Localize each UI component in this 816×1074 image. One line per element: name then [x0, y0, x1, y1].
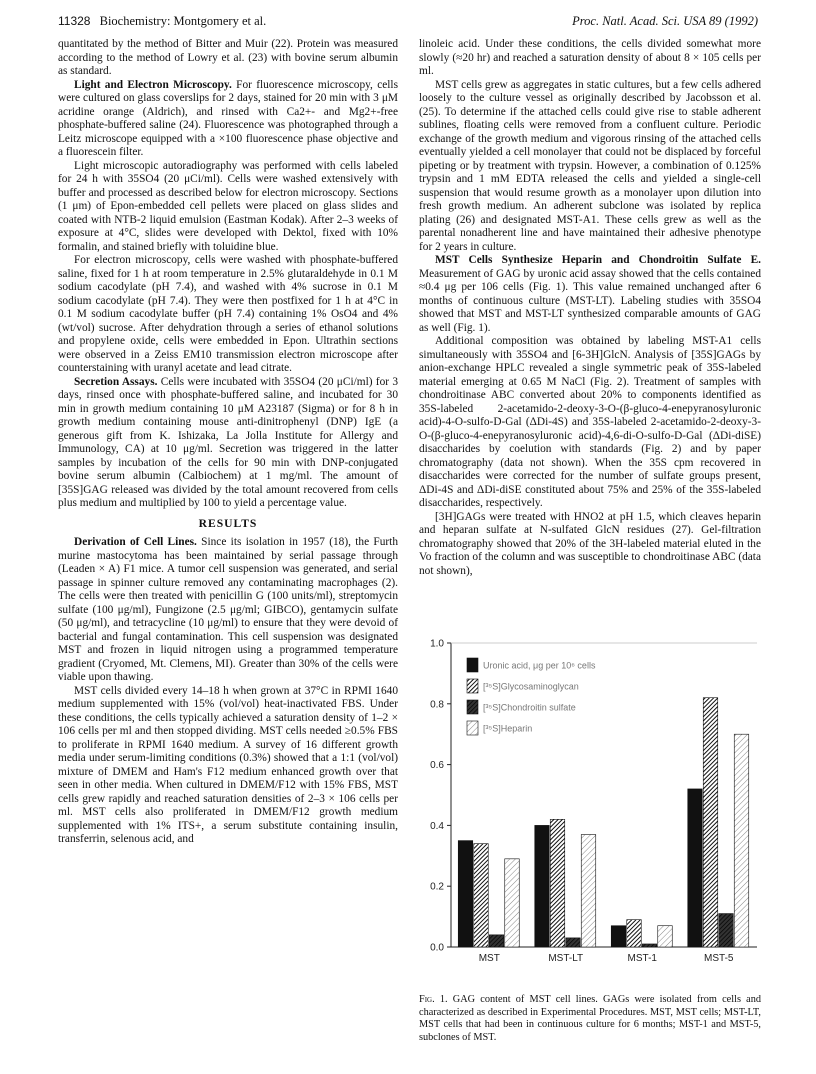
paragraph: [3H]GAGs were treated with HNO2 at pH 1.5, which cleaves heparin and heparan sulfate at N-sulfated GlcN residues (27). Gel-filtration chromatography showed that 20% of the 3H-labeled material eluted in the Vo fraction of the column and was susceptible to chondroitinase ABC (data not shown),	[419, 510, 761, 577]
paragraph-text: Cells were incubated with 35SO4 (20 μCi/ml) for 3 days, rinsed once with phosphate-buffered saline, and incubated for 30 min in growth medium containing 10 μM A23187 (Sigma) or for 8 h in growth medium containing mouse anti-dinitrophenyl (DNP) IgE (a generous gift from K. Ishizaka, La Jolla Institute for Allergy and Immunology, CA) at 10 μg/ml. Secretion was triggered in the latter samples by incubation of the cells for 90 min with DNP-conjugated bovine serum albumin (Calbiochem) at 1 mg/ml. The amount of [35S]GAG released was divided by the total amount recovered from cells plus medium and multiplied by 100 to yield a percentage value.	[58, 375, 399, 509]
y-tick-label: 0.8	[430, 699, 444, 711]
legend-swatch	[467, 721, 478, 735]
y-tick-label: 0.6	[430, 760, 444, 772]
running-title-right: Proc. Natl. Acad. Sci. USA 89 (1992)	[572, 14, 758, 28]
legend-label: [³⁵S]Chondroitin sulfate	[483, 702, 576, 713]
paragraph	[58, 536, 398, 685]
bar	[458, 841, 473, 947]
paragraph	[419, 254, 761, 335]
bar	[550, 819, 565, 947]
bar	[703, 698, 718, 947]
right-column	[419, 38, 761, 578]
caption-text: GAG content of MST cell lines. GAGs were isolated from cells and characterized as described in Experimental Procedures. MST, MST cells; MST-LT, MST cells that had been in continuous culture for 6 months; MST-1 and MST-5, subclones of MST.	[419, 994, 762, 1043]
bar	[642, 944, 657, 947]
chart-bars	[458, 698, 749, 947]
paragraph	[58, 79, 398, 160]
chart-legend	[467, 658, 596, 735]
legend-swatch	[467, 679, 478, 693]
legend-swatch	[467, 700, 478, 714]
bar	[688, 789, 703, 947]
bar	[474, 844, 489, 947]
paragraph: Additional composition was obtained by labeling MST-A1 cells simultaneously with 35SO4 and [6-3H]GlcN. Analysis of [35S]GAGs by anion-exchange HPLC revealed a single symmetric peak of 35S-labeled material emerging at 0.65 M NaCl (Fig. 2). Treatment of samples with chondroitinase ABC converted about 20% to components identified as 35S-labeled 2-acetamido-2-deoxy-3-O-(β-gluco-4-enepyranosyluronic acid)-4-O-sulfo-D-Gal (ΔDi-4S) and 35S-labeled 2-acetamido-2-deoxy-3-O-(β-gluco-4-enepyranosyluronic acid)-4,6-di-O-sulfo-D-Gal (ΔDi-diSE) disaccharides by coelution with standards (Fig. 2) and by paper chromatography (data not shown). When the 35S cpm recovered in disaccharides were corrected for the number of sulfate groups present, ΔDi-4S and ΔDi-diSE constituted about 75% and 25% of the 35S-labeled disaccharides, respectively.	[419, 335, 761, 509]
left-column	[58, 38, 398, 847]
paragraph: MST cells divided every 14–18 h when grown at 37°C in RPMI 1640 medium supplemented with 15% (vol/vol) heat-inactivated FBS. Under these conditions, the cells typically achieved a saturation density of 1–2 × 106 cells per ml and then stopped dividing. MST cells needed ≥0.5% FBS to proliferate in RPMI 1640 medium. A survey of 16 different growth media under serum-limiting conditions (0.3%) showed that a 1:1 (vol/vol) mixture of DMEM and Ham's F12 medium enhanced growth over that seen in other media. When cultured in DMEM/F12 with 15% FBS, MST cells grew rapidly and reached saturation densities of 2–3 × 106 cells per ml. MST cells also proliferated in DMEM/F12 growth medium supplemented with 1% ITS+, a serum substitute containing insulin, transferrin, selenous acid, and	[58, 684, 398, 845]
paragraph: linoleic acid. Under these conditions, the cells divided somewhat more slowly (≈20 hr) and reached a saturation density of about 8 × 105 cells per ml.	[419, 38, 761, 77]
run-in-heading: Derivation of Cell Lines.	[74, 536, 197, 548]
figure-1	[419, 610, 764, 990]
paragraph: Light microscopic autoradiography was performed with cells labeled for 24 h with 35SO4 (20 μCi/ml). Cells were washed extensively with buffer and processed as described below for electron microscopy. Sections (1 μm) of Epon-embedded cell pellets were placed on glass slides and coated with NTB-2 liquid emulsion (Eastman Kodak). After 2–3 weeks of exposure at 4°C, slides were developed with Dektol, fixed with 10% formalin, and stained briefly with toluidine blue.	[58, 159, 398, 253]
run-in-heading: MST Cells Synthesize Heparin and Chondroitin Sulfate E.	[435, 254, 761, 266]
bar	[658, 926, 673, 947]
y-tick-label: 0.2	[430, 881, 444, 893]
y-tick-label: 1.0	[430, 638, 444, 650]
bar	[627, 920, 642, 947]
x-tick-label: MST-LT	[548, 953, 584, 964]
bar	[489, 935, 504, 947]
paragraph: MST cells grew as aggregates in static cultures, but a few cells adhered loosely to the culture vessel as originally described by Jacobsson et al. (25). To determine if the attached cells could give rise to stable adherent sublines, floating cells were removed from a confluent culture. Periodic exchange of the growth medium and vigorous rinsing of the attached cells eventually yielded a cell monolayer that could not be displaced by forceful pipeting or by treatment with trypsin. However, a combination of 0.125% trypsin and 1 mM EDTA released the cells and yielded a single-cell suspension that would resume growth as a monolayer upon dilution into fresh growth medium. An adherent subclone was isolated by replica plating (26) and designated MST-A1. These cells grew as well as the parental nonadherent line and have maintained their adhesive phenotype for 2 years in culture.	[419, 78, 761, 253]
section-heading: RESULTS	[198, 516, 258, 530]
paragraph: For electron microscopy, cells were washed with phosphate-buffered saline, fixed for 1 h at room temperature in 2.5% glutaraldehyde in 0.1 M sodium cacodylate (pH 7.4), and washed with 4% sucrose in 0.1 M sodium cacodylate (pH 7.4). They were then postfixed for 1 h at 4°C in 0.1 M sodium cacodylate buffer (pH 7.4) containing 1% OsO4 and 4% (wt/vol) sucrose. After dehydration through a series of ethanol solutions and propylene oxide, cells were embedded in Epon. Ultrathin sections were observed in a Zeiss EM10 transmission electron microscope after counterstaining with uranyl acetate and lead citrate.	[58, 254, 398, 374]
bar	[535, 825, 550, 947]
x-tick-label: MST-1	[627, 953, 657, 964]
bar-chart	[419, 610, 764, 990]
paragraph-text: For fluorescence microscopy, cells were cultured on glass coverslips for 2 days, stained for 20 min with 3 μM acridine orange (Aldrich), and rinsed with Ca2+- and Mg2+-free phosphate-buffered saline (24). Fluorescence was photographed through a Leitz microscope equipped with a ×100 fluorescence phase objective and a fluorescein filter.	[58, 78, 398, 158]
paragraph-text: Since its isolation in 1957 (18), the Furth murine mastocytoma has been maintained by serial passage through (Leaden × A) F1 mice. A tumor cell suspension was generated, and serial passage in spinner culture removed any contaminating macrophages (2). The cells were then treated with penicillin G (100 units/ml), streptomycin sulfate (100 μg/ml), Fungizone (2.5 μg/ml; GIBCO), gentamycin sulfate (50 μg/ml), and tetracycline (10 μg/ml) to ensure that they were devoid of bacterial and fungal contamination. This cell suspension was designated MST and frozen in liquid nitrogen using a programmed temperature gradient (Cryomed, Mt. Clemens, MI). Greater than 30% of the cells were viable upon thawing.	[58, 536, 398, 683]
run-in-heading: Secretion Assays.	[74, 375, 158, 388]
figure-label: Fig. 1.	[419, 994, 448, 1005]
legend-label: [³⁵S]Glycosaminoglycan	[483, 681, 579, 692]
paragraph: quantitated by the method of Bitter and Muir (22). Protein was measured according to the method of Lowry et al. (23) with bovine serum albumin as standard.	[58, 38, 398, 77]
y-tick-label: 0.0	[430, 942, 444, 954]
running-header	[58, 14, 758, 32]
run-in-heading: Light and Electron Microscopy.	[74, 78, 232, 91]
bar	[581, 835, 596, 947]
bar	[566, 938, 581, 947]
figure-caption	[419, 994, 761, 1044]
legend-label: [³⁵S]Heparin	[483, 723, 533, 734]
paragraph-text: Measurement of GAG by uronic acid assay showed that the cells contained ≈0.4 μg per 106 cells (Fig. 1). This value remained unchanged after 6 months of continuous culture (MST-LT). Labeling studies with 35SO4 showed that MST and MST-LT synthesized comparable amounts of GAG as well (Fig. 1).	[419, 267, 761, 334]
legend-label: Uronic acid, μg per 10⁶ cells	[483, 660, 596, 671]
x-tick-label: MST	[478, 953, 500, 964]
bar	[611, 926, 626, 947]
bar	[719, 914, 734, 947]
bar	[505, 859, 520, 947]
paragraph	[58, 376, 398, 511]
bar	[734, 734, 749, 947]
legend-swatch	[467, 658, 478, 672]
page-number: 11328	[58, 14, 91, 28]
x-tick-label: MST-5	[704, 953, 734, 964]
running-title-left: Biochemistry: Montgomery et al.	[99, 14, 267, 28]
y-tick-label: 0.4	[430, 820, 444, 832]
